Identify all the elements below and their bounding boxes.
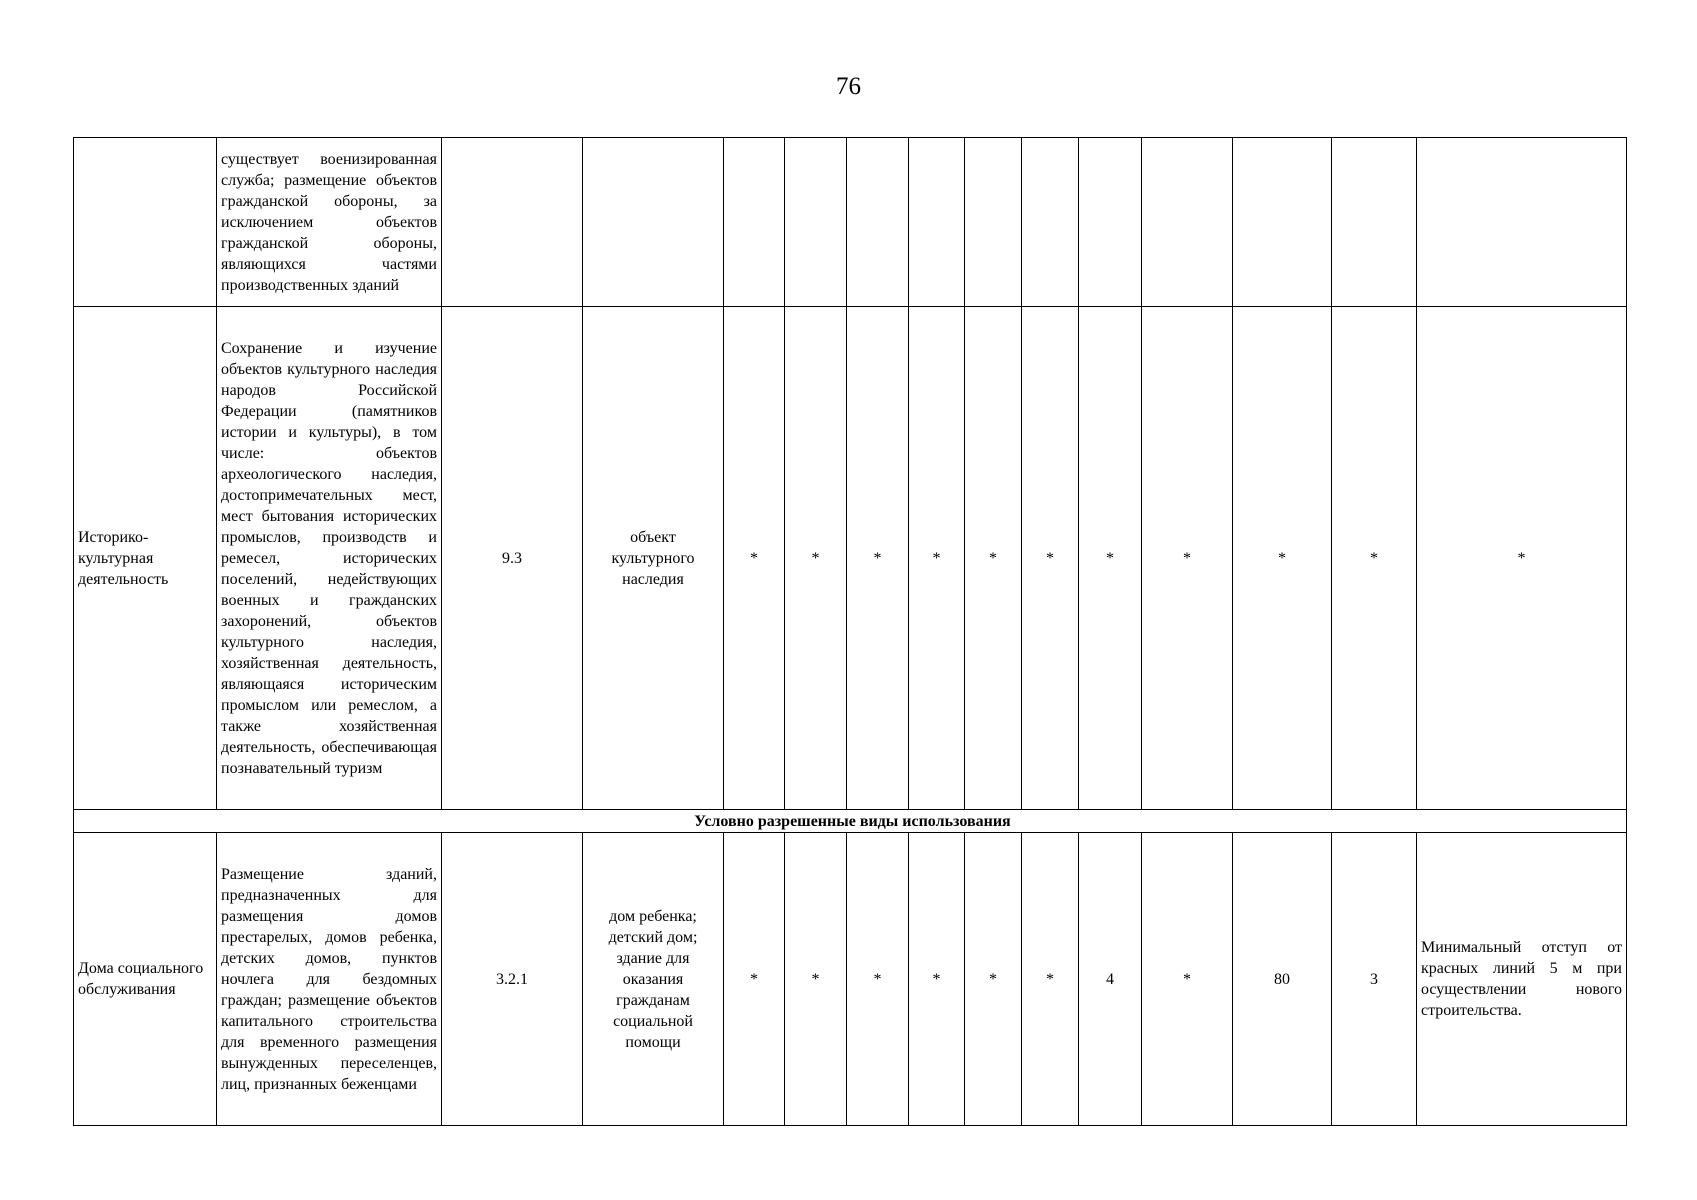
table-row xyxy=(74,833,1627,1126)
param-cell: * xyxy=(724,307,785,810)
param-cell: * xyxy=(1332,307,1417,810)
param-cell xyxy=(1233,138,1332,307)
use-object xyxy=(583,138,724,307)
param-cell: * xyxy=(909,307,965,810)
note-cell: Минимальный отступ от красных линий 5 м при осуществлении нового строительства. xyxy=(1417,833,1627,1126)
param-cell: * xyxy=(724,833,785,1126)
param-cell xyxy=(965,138,1022,307)
param-cell: * xyxy=(965,833,1022,1126)
param-cell xyxy=(847,138,909,307)
param-cell: 3 xyxy=(1332,833,1417,1126)
use-name: Дома социального обслуживания xyxy=(74,833,217,1126)
param-cell: * xyxy=(1079,307,1142,810)
param-cell: * xyxy=(785,833,847,1126)
page-number: 76 xyxy=(836,73,861,100)
param-cell: * xyxy=(1022,307,1079,810)
param-cell xyxy=(1079,138,1142,307)
use-description: Сохранение и изучение объектов культурного наследия народов Российской Федерации (памятников истории и культуры), в том числе: объектов археологического наследия, достопримечательных мест, мест бытования исторических промыслов, производств и ремесел, исторических поселений, недействующих военных и гражданских захоронений, объектов культурного наследия, хозяйственная деятельность, являющаяся историческим промыслом или ремеслом, а также хозяйственная деятельность, обеспечивающая познавательный туризм xyxy=(217,307,442,810)
section-title-text: Условно разрешенные виды использования xyxy=(78,811,1627,832)
use-object: дом ребенка; детский дом; здание для оказания гражданам социальной помощи xyxy=(583,833,724,1126)
use-description: существует военизированная служба; размещение объектов гражданской обороны, за исключением объектов гражданской обороны, являющихся частями производственных зданий xyxy=(217,138,442,307)
param-cell: * xyxy=(847,833,909,1126)
param-cell xyxy=(909,138,965,307)
param-cell: * xyxy=(785,307,847,810)
param-cell: * xyxy=(1142,833,1233,1126)
param-cell: * xyxy=(1233,307,1332,810)
param-cell xyxy=(1332,138,1417,307)
section-row xyxy=(74,810,1627,833)
use-code xyxy=(442,138,583,307)
param-cell xyxy=(1022,138,1079,307)
use-name xyxy=(74,138,217,307)
param-cell: * xyxy=(1142,307,1233,810)
param-cell: * xyxy=(847,307,909,810)
use-code: 9.3 xyxy=(442,307,583,810)
use-object: объект культурного наследия xyxy=(583,307,724,810)
use-name: Историко-культурная деятельность xyxy=(74,307,217,810)
param-cell xyxy=(785,138,847,307)
table-row xyxy=(74,138,1627,307)
use-description: Размещение зданий, предназначенных для размещения домов престарелых, домов ребенка, детских домов, пунктов ночлега для бездомных граждан; размещение объектов капитального строительства для временного размещения вынужденных переселенцев, лиц, признанных беженцами xyxy=(217,833,442,1126)
param-cell: * xyxy=(1022,833,1079,1126)
param-cell: * xyxy=(909,833,965,1126)
param-cell: * xyxy=(965,307,1022,810)
zoning-table xyxy=(73,137,1627,1126)
param-cell: 80 xyxy=(1233,833,1332,1126)
table-row xyxy=(74,307,1627,810)
use-code: 3.2.1 xyxy=(442,833,583,1126)
note-cell: * xyxy=(1417,307,1627,810)
param-cell: 4 xyxy=(1079,833,1142,1126)
param-cell xyxy=(724,138,785,307)
section-title xyxy=(74,810,1627,833)
note-cell xyxy=(1417,138,1627,307)
param-cell xyxy=(1142,138,1233,307)
